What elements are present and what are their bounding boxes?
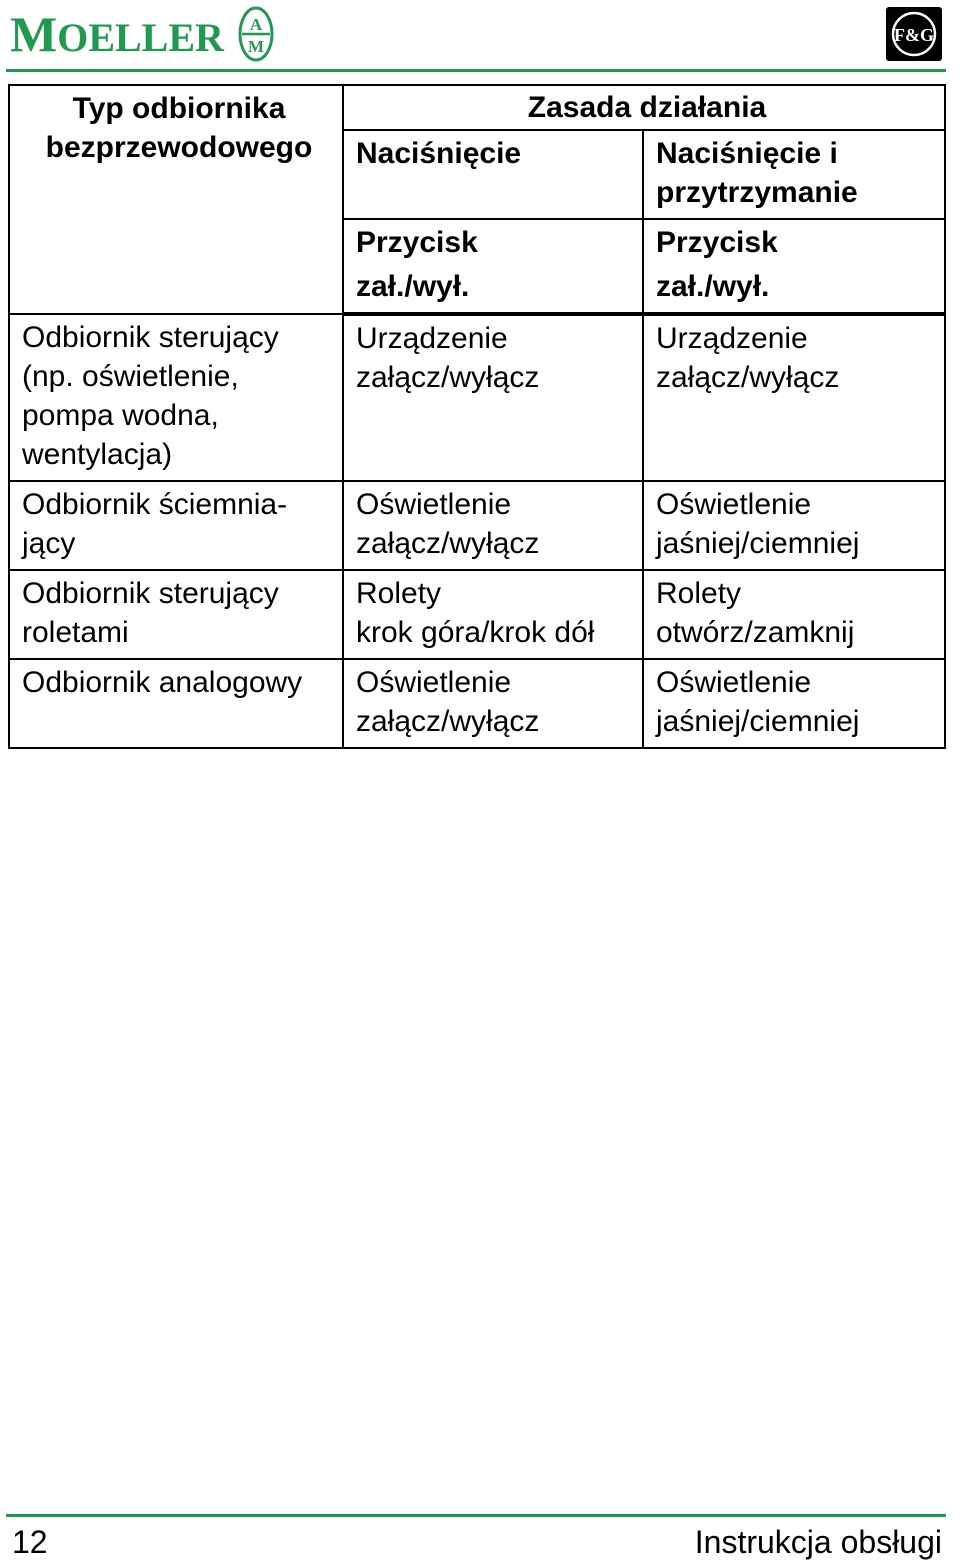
- cell-line: Odbiornik analogowy: [22, 666, 303, 699]
- cell-line: jaśniej/ciemniej: [656, 527, 860, 560]
- hold-action-cell: [643, 659, 945, 748]
- cell-line: załącz/wyłącz: [356, 361, 540, 394]
- header-operating-principle: Zasada działania: [343, 85, 945, 130]
- receiver-type-cell: [9, 314, 343, 481]
- cell-line: Oświetlenie: [356, 488, 512, 521]
- cell-line: jaśniej/ciemniej: [656, 705, 860, 738]
- press-action-cell: [343, 314, 643, 481]
- receiver-type-cell: [9, 659, 343, 748]
- header-receiver-type: [9, 85, 343, 314]
- header-press-and-hold-line: Naciśnięcie i: [656, 137, 838, 170]
- page-number: 12: [12, 1524, 48, 1560]
- am-emblem-bottom-letter: M: [247, 37, 264, 56]
- cell-line: roletami: [22, 616, 129, 649]
- fg-logo-icon: [886, 7, 942, 61]
- header-button-hold: [643, 219, 945, 314]
- hold-action-cell: [643, 314, 945, 481]
- moeller-wordmark-rest: OELLER: [57, 15, 224, 60]
- cell-line: Odbiornik sterujący: [22, 321, 279, 354]
- cell-line: otwórz/zamknij: [656, 616, 855, 649]
- fg-logo-text: F&G: [894, 25, 934, 45]
- document-title: Instrukcja obsługi: [694, 1524, 942, 1560]
- cell-line: Urządzenie: [656, 322, 808, 355]
- moeller-wordmark-initial: M: [10, 6, 58, 62]
- cell-line: załącz/wyłącz: [356, 527, 540, 560]
- cell-line: Oświetlenie: [656, 488, 812, 521]
- table-row: [9, 481, 945, 570]
- moeller-wordmark: [10, 6, 224, 62]
- header-press-line: Naciśnięcie: [356, 137, 522, 170]
- cell-line: Rolety: [356, 577, 442, 610]
- press-action-cell: [343, 659, 643, 748]
- hold-action-cell: [643, 481, 945, 570]
- header-receiver-type-line: Typ odbiornika: [72, 92, 286, 125]
- header-receiver-type-line: bezprzewodowego: [45, 131, 313, 164]
- cell-line: Rolety: [656, 577, 742, 610]
- header-button-press-line: Przycisk: [356, 226, 478, 259]
- am-emblem-top-letter: A: [249, 15, 263, 34]
- table-header-row-1: [9, 85, 945, 130]
- header-button-press-line: zał./wył.: [356, 270, 470, 303]
- cell-line: Oświetlenie: [356, 666, 512, 699]
- press-action-cell: [343, 481, 643, 570]
- hold-action-cell: [643, 570, 945, 659]
- receiver-type-cell: [9, 570, 343, 659]
- receiver-type-table: [8, 84, 946, 749]
- cell-line: pompa wodna,: [22, 399, 219, 432]
- table-row: [9, 659, 945, 748]
- cell-line: jący: [22, 527, 76, 560]
- table-row: [9, 314, 945, 481]
- header-divider: [6, 69, 946, 72]
- page-header: [0, 0, 960, 72]
- am-emblem-icon: [238, 6, 274, 62]
- receiver-type-cell: [9, 481, 343, 570]
- cell-line: (np. oświetlenie,: [22, 360, 239, 393]
- footer-divider: [6, 1514, 946, 1517]
- cell-line: Odbiornik ściemnia-: [22, 488, 288, 521]
- cell-line: Odbiornik sterujący: [22, 577, 279, 610]
- cell-line: Urządzenie: [356, 322, 508, 355]
- header-press: [343, 130, 643, 219]
- cell-line: krok góra/krok dół: [356, 616, 595, 649]
- header-button-press: [343, 219, 643, 314]
- cell-line: Oświetlenie: [656, 666, 812, 699]
- header-button-hold-line: Przycisk: [656, 226, 778, 259]
- cell-line: załącz/wyłącz: [656, 361, 840, 394]
- moeller-logo: [10, 6, 274, 62]
- header-press-and-hold-line: przytrzymanie: [656, 176, 858, 209]
- header-press-and-hold: [643, 130, 945, 219]
- press-action-cell: [343, 570, 643, 659]
- cell-line: wentylacja): [22, 438, 173, 471]
- cell-line: załącz/wyłącz: [356, 705, 540, 738]
- header-button-hold-line: zał./wył.: [656, 270, 770, 303]
- table-row: [9, 570, 945, 659]
